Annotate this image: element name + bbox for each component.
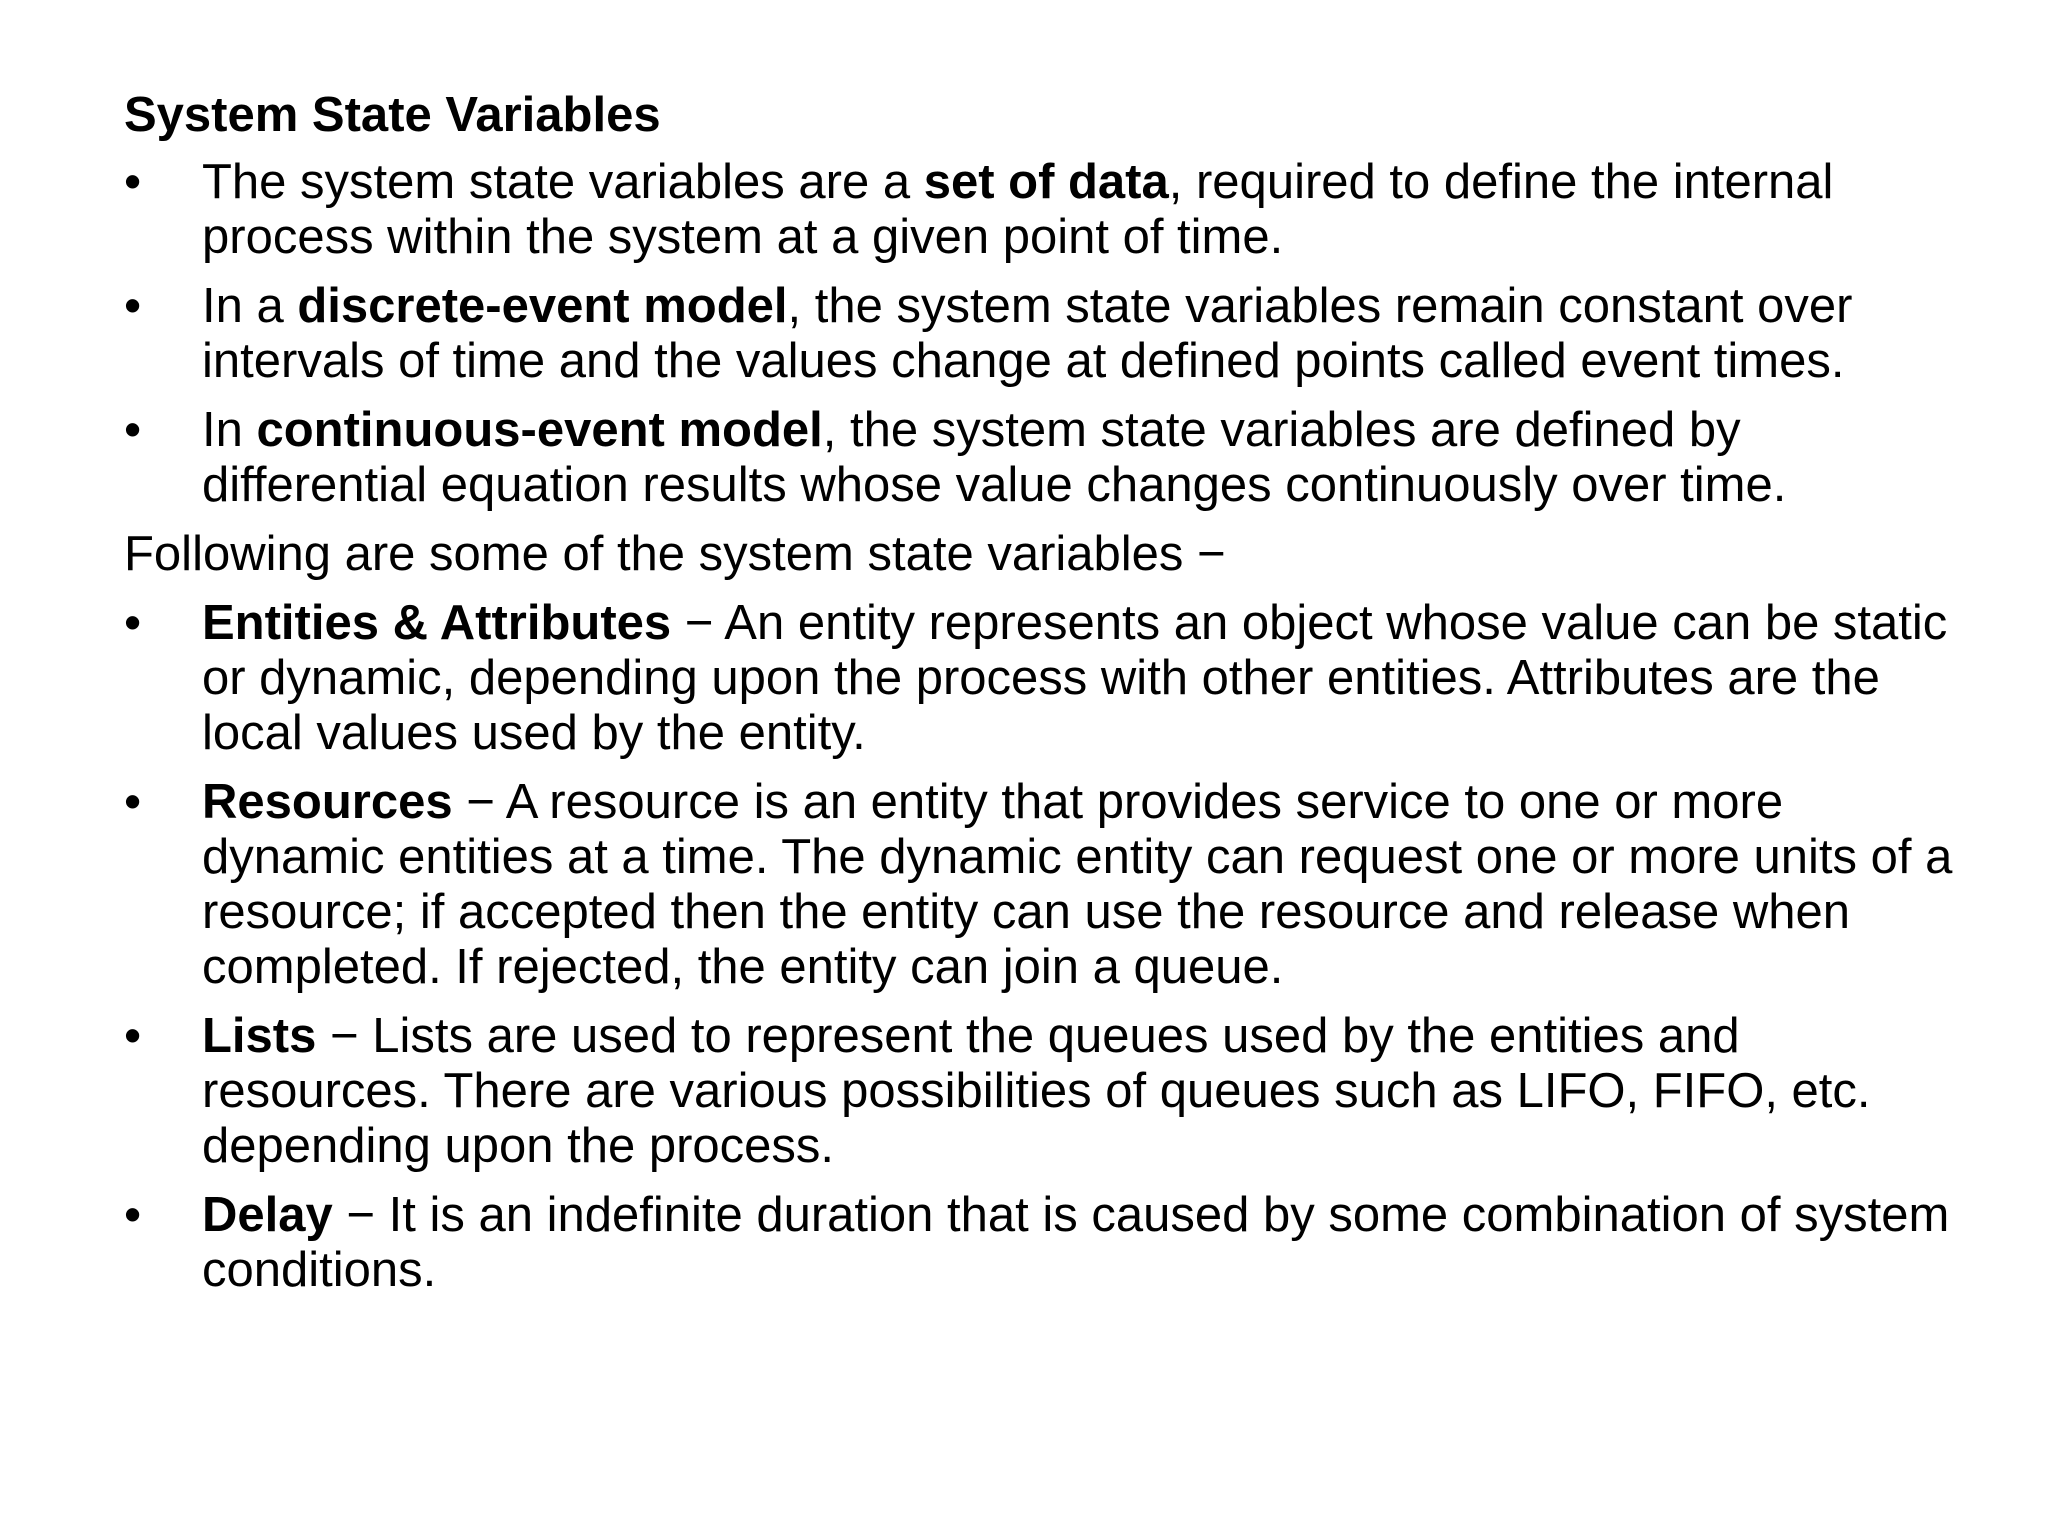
bullet-icon: • — [124, 1188, 142, 1242]
bullet-bold-term: continuous-event model — [256, 403, 823, 457]
bullet-item-set-of-data: • The system state variables are a set of data, required to define the internal process within the system at a given point of time. — [124, 155, 1834, 264]
variable-bullet-list — [124, 596, 1954, 1298]
bullet-item-resources: • Resources − A resource is an entity that provides service to one or more dynamic entities at a time. The dynamic entity can request one or more units of a resource; if accepted then the entity can use the resource and release when completed. If rejected, the entity can join a queue. — [124, 775, 1953, 994]
bullet-item-delay: • Delay − It is an indefinite duration that is caused by some combination of system conditions. — [124, 1188, 1950, 1297]
bullet-item-continuous-event: • In continuous-event model, the system state variables are defined by differential equation results whose value changes continuously over time. — [124, 403, 1787, 512]
bullet-icon: • — [124, 279, 142, 333]
slide-title: System State Variables — [124, 88, 661, 142]
bullet-item-lists: • Lists − Lists are used to represent the queues used by the entities and resources. There are various possibilities of queues such as LIFO, FIFO, etc. depending upon the process. — [124, 1009, 1871, 1173]
bullet-icon: • — [124, 155, 142, 209]
bullet-bold-term: Delay — [202, 1188, 333, 1242]
bullet-icon: • — [124, 775, 142, 829]
bullet-bold-term: Resources — [202, 775, 453, 829]
bullet-item-discrete-event: • In a discrete-event model, the system state variables remain constant over intervals of time and the values change at defined points called event times. — [124, 279, 1853, 388]
bullet-bold-term: Entities & Attributes — [202, 596, 672, 650]
slide-content — [124, 88, 1954, 1312]
bullet-icon: • — [124, 403, 142, 457]
bullet-bold-term: Lists — [202, 1009, 317, 1063]
bullet-item-entities-attributes: • Entities & Attributes − An entity represents an object whose value can be static or dynamic, depending upon the process with other entities. Attributes are the local values used by the entity. — [124, 596, 1948, 760]
bullet-icon: • — [124, 1009, 142, 1063]
following-text: Following are some of the system state variables − — [124, 527, 1226, 581]
bullet-icon: • — [124, 596, 142, 650]
bullet-bold-term: discrete-event model — [297, 279, 788, 333]
intro-bullet-list — [124, 155, 1954, 513]
bullet-bold-term: set of data — [923, 155, 1169, 209]
